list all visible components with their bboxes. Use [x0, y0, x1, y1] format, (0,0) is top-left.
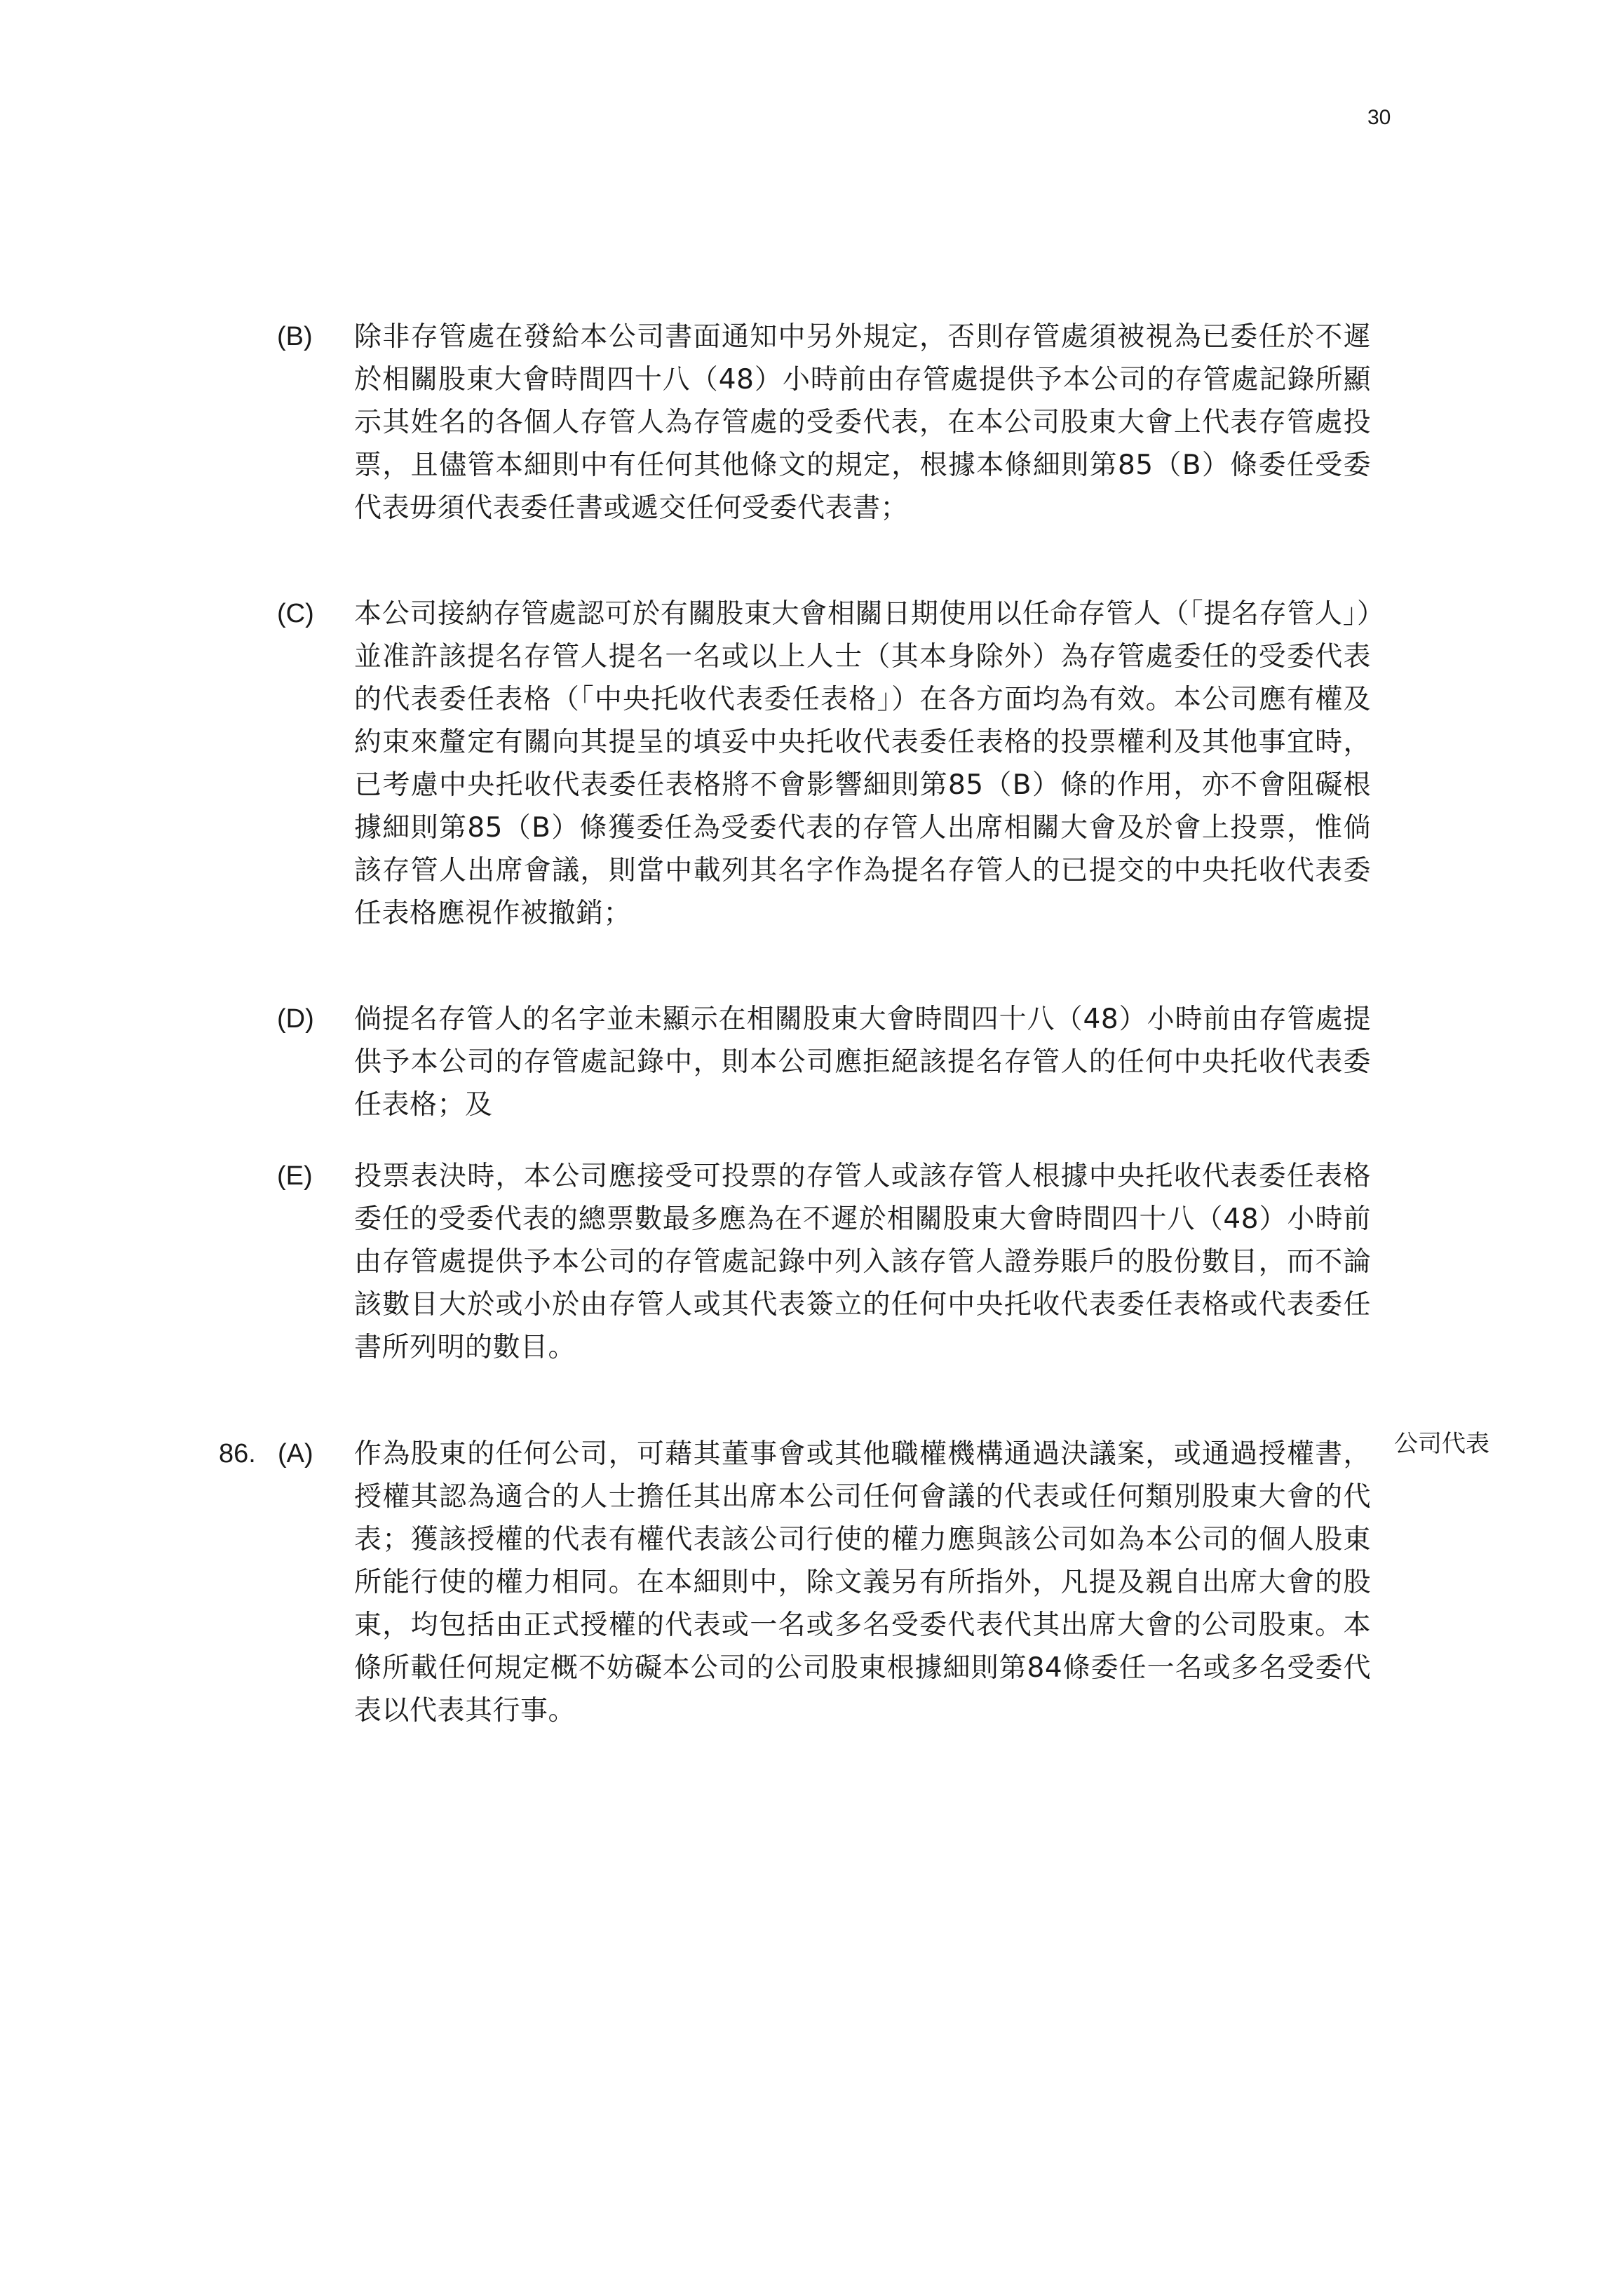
paragraph-label: (C)	[277, 599, 314, 628]
paragraph-text: 作為股東的任何公司，可藉其董事會或其他職權機構通過決議案，或通過授權書，授權其認為適合的人士擔任其出席本公司任何會議的代表或任何類別股東大會的代表；獲該授權的代表有權代表該公司行使的權力應與該公司如為本公司的個人股東所能行使的權力相同。在本細則中，除文義另有所指外，凡提及親自出席大會的股東，均包括由正式授權的代表或一名或多名受委代表代其出席大會的公司股東。本條所載任何規定概不妨礙本公司的公司股東根據細則第84條委任一名或多名受委代表以代表其行事。	[354, 1438, 1371, 1727]
article-number: 86.	[219, 1439, 256, 1468]
paragraph-text: 除非存管處在發給本公司書面通知中另外規定，否則存管處須被視為已委任於不遲於相關股東大會時間四十八（48）小時前由存管處提供予本公司的存管處記錄所顯示其姓名的各個人存管人為存管處的受委代表，在本公司股東大會上代表存管處投票，且儘管本細則中有任何其他條文的規定，根據本條細則第85（B）條委任受委代表毋須代表委任書或遞交任何受委代表書；	[354, 321, 1371, 524]
page-number: 30	[1367, 106, 1391, 129]
paragraph-label: (D)	[277, 1004, 314, 1034]
paragraph-text: 投票表決時，本公司應接受可投票的存管人或該存管人根據中央托收代表委任表格委任的受委代表的總票數最多應為在不遲於相關股東大會時間四十八（48）小時前由存管處提供予本公司的存管處記錄中列入該存管人證券賬戶的股份數目，而不論該數目大於或小於由存管人或其代表簽立的任何中央托收代表委任表格或代表委任書所列明的數目。	[354, 1161, 1371, 1363]
paragraph-label: (E)	[277, 1161, 313, 1191]
paragraph-text: 倘提名存管人的名字並未顯示在相關股東大會時間四十八（48）小時前由存管處提供予本公司的存管處記錄中，則本公司應拒絕該提名存管人的任何中央托收代表委任表格；及	[354, 1004, 1371, 1121]
paragraph-label: (A)	[278, 1439, 313, 1468]
paragraph-text: 本公司接納存管處認可於有關股東大會相關日期使用以任命存管人（「提名存管人」）並准許該提名存管人提名一名或以上人士（其本身除外）為存管處委任的受委代表的代表委任表格（「中央托收代表委任表格」）在各方面均為有效。本公司應有權及約束來釐定有關向其提呈的填妥中央托收代表委任表格的投票權利及其他事宜時，已考慮中央托收代表委任表格將不會影響細則第85（B）條的作用，亦不會阻礙根據細則第85（B）條獲委任為受委代表的存管人出席相關大會及於會上投票，惟倘該存管人出席會議，則當中載列其名字作為提名存管人的已提交的中央托收代表委任表格應視作被撤銷；	[354, 598, 1371, 929]
paragraph-label: (B)	[277, 322, 313, 351]
margin-note: 公司代表	[1394, 1430, 1489, 1458]
